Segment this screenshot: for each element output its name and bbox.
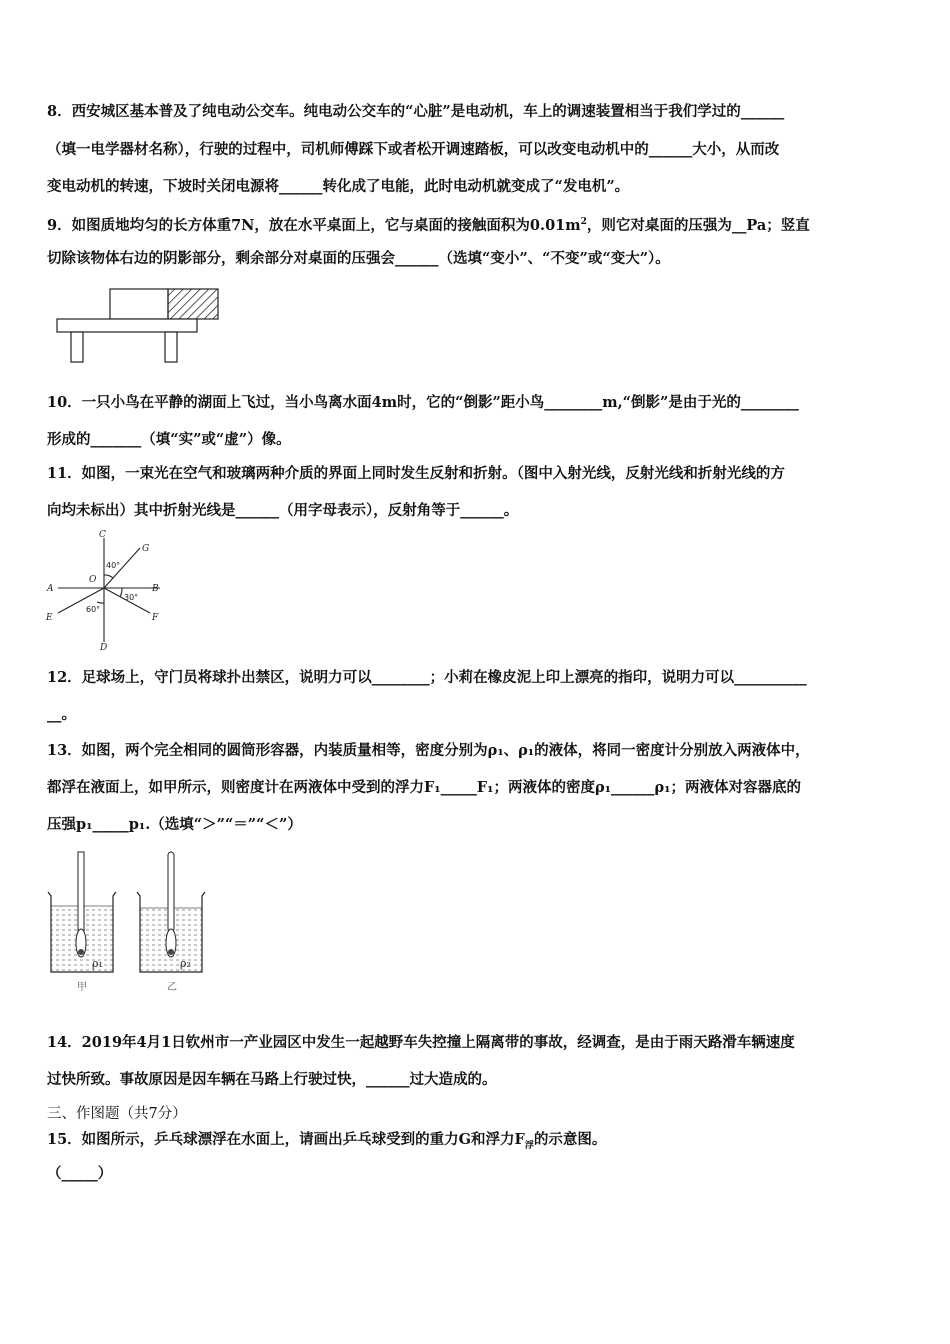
angle-label-60: 60° [86,605,101,614]
table-leg-right [165,332,177,362]
block-body [110,289,168,319]
angle-label-40: 40° [106,561,121,570]
q11-light-refraction-figure [44,528,169,652]
q15-line-1 [47,1130,606,1156]
label-F: F [152,613,159,623]
q9-line-1b: ，则它对桌面的压强为__Pa；竖直 [586,216,810,234]
q8-line-2: （填一电学器材名称），行驶的过程中，司机师傅踩下或者松开调速踏板，可以改变电动机中的______大小，从而改 [47,141,780,158]
q14-line-1: 14．2019年4月1日钦州市一产业园区中发生一起越野车失控撞上隔离带的事故，经调查，是由于雨天路滑车辆速度 [47,1034,795,1051]
angle-arc-40 [104,575,113,578]
q10-line-2: 形成的_______（填“实”或“虚”）像。 [47,431,291,448]
label-B: B [152,584,159,594]
block-shaded-part [168,289,218,319]
q10-line-1: 10．一只小鸟在平静的湖面上飞过，当小鸟离水面4m时，它的“倒影”距小鸟________m,“倒影”是由于光的________ [47,394,799,411]
q15-line-1b: 的示意图。 [533,1131,607,1148]
q9-superscript: 2 [580,217,587,227]
rho2-label: ρ₂ [180,957,191,970]
label-jia: 甲 [77,982,87,993]
label-O: O [89,575,97,585]
rho1-label: ρ₁ [92,957,103,970]
angle-label-30: 30° [124,593,139,602]
q9-block-on-table-figure [50,286,230,368]
section-3-heading: 三、作图题（共7分） [47,1106,187,1122]
label-G: G [142,544,150,554]
q8-line-1: 8．西安城区基本普及了纯电动公交车。纯电动公交车的“心脏”是电动机，车上的调速装置相当于我们学过的______ [47,103,785,120]
q12-line-2: __。 [47,706,76,723]
label-yi: 乙 [167,982,177,993]
q9-line-1a: 9．如图质地均匀的长方体重7N，放在水平桌面上，它与桌面的接触面积为0.01m [47,216,581,234]
q13-line-3: 压强p₁_____p₁.（选填“＞”“＝”“＜”） [47,816,302,833]
q9-line-1 [47,212,810,236]
q13-line-1: 13．如图，两个完全相同的圆筒形容器，内装质量相等，密度分别为ρ₁、ρ₁的液体，将同一密度计分别放入两液体中， [47,742,810,759]
beaker-yi [137,852,205,972]
q15-line-1a: 15．如图所示，乒乓球漂浮在水面上，请画出乒乓球受到的重力G和浮力F [47,1131,525,1148]
q13-hydrometer-figure [44,848,214,998]
beaker-jia [48,852,116,972]
q15-subscript: 浮 [524,1140,534,1151]
q14-line-2: 过快所致。事故原因是因车辆在马路上行驶过快，______过大造成的。 [47,1071,497,1088]
label-D: D [100,643,108,652]
label-A: A [47,584,54,594]
q15-answer-blank: （_____） [47,1165,113,1182]
q11-line-2: 向均未标出）其中折射光线是______（用字母表示），反射角等于______。 [47,502,519,519]
label-E: E [46,613,53,623]
angle-arc-30 [120,588,122,597]
label-C: C [99,530,106,540]
q8-line-3: 变电动机的转速，下坡时关闭电源将______转化成了电能，此时电动机就变成了“发电机”。 [47,178,630,195]
angle-arc-60 [97,602,104,603]
q12-line-1: 12．足球场上，守门员将球扑出禁区，说明力可以________；小莉在橡皮泥上印上漂亮的指印，说明力可以__________ [47,669,807,686]
table-leg-left [71,332,83,362]
table-top [57,319,197,332]
q11-line-1: 11．如图，一束光在空气和玻璃两种介质的界面上同时发生反射和折射。（图中入射光线，反射光线和折射光线的方 [47,465,785,482]
q9-line-2: 切除该物体右边的阴影部分，剩余部分对桌面的压强会______（选填“变小”、“不变”或“变大”）。 [47,250,670,267]
q13-line-2: 都浮在液面上，如甲所示，则密度计在两液体中受到的浮力F₁_____F₁；两液体的密度ρ₁______ρ₁；两液体对容器底的 [47,779,802,796]
